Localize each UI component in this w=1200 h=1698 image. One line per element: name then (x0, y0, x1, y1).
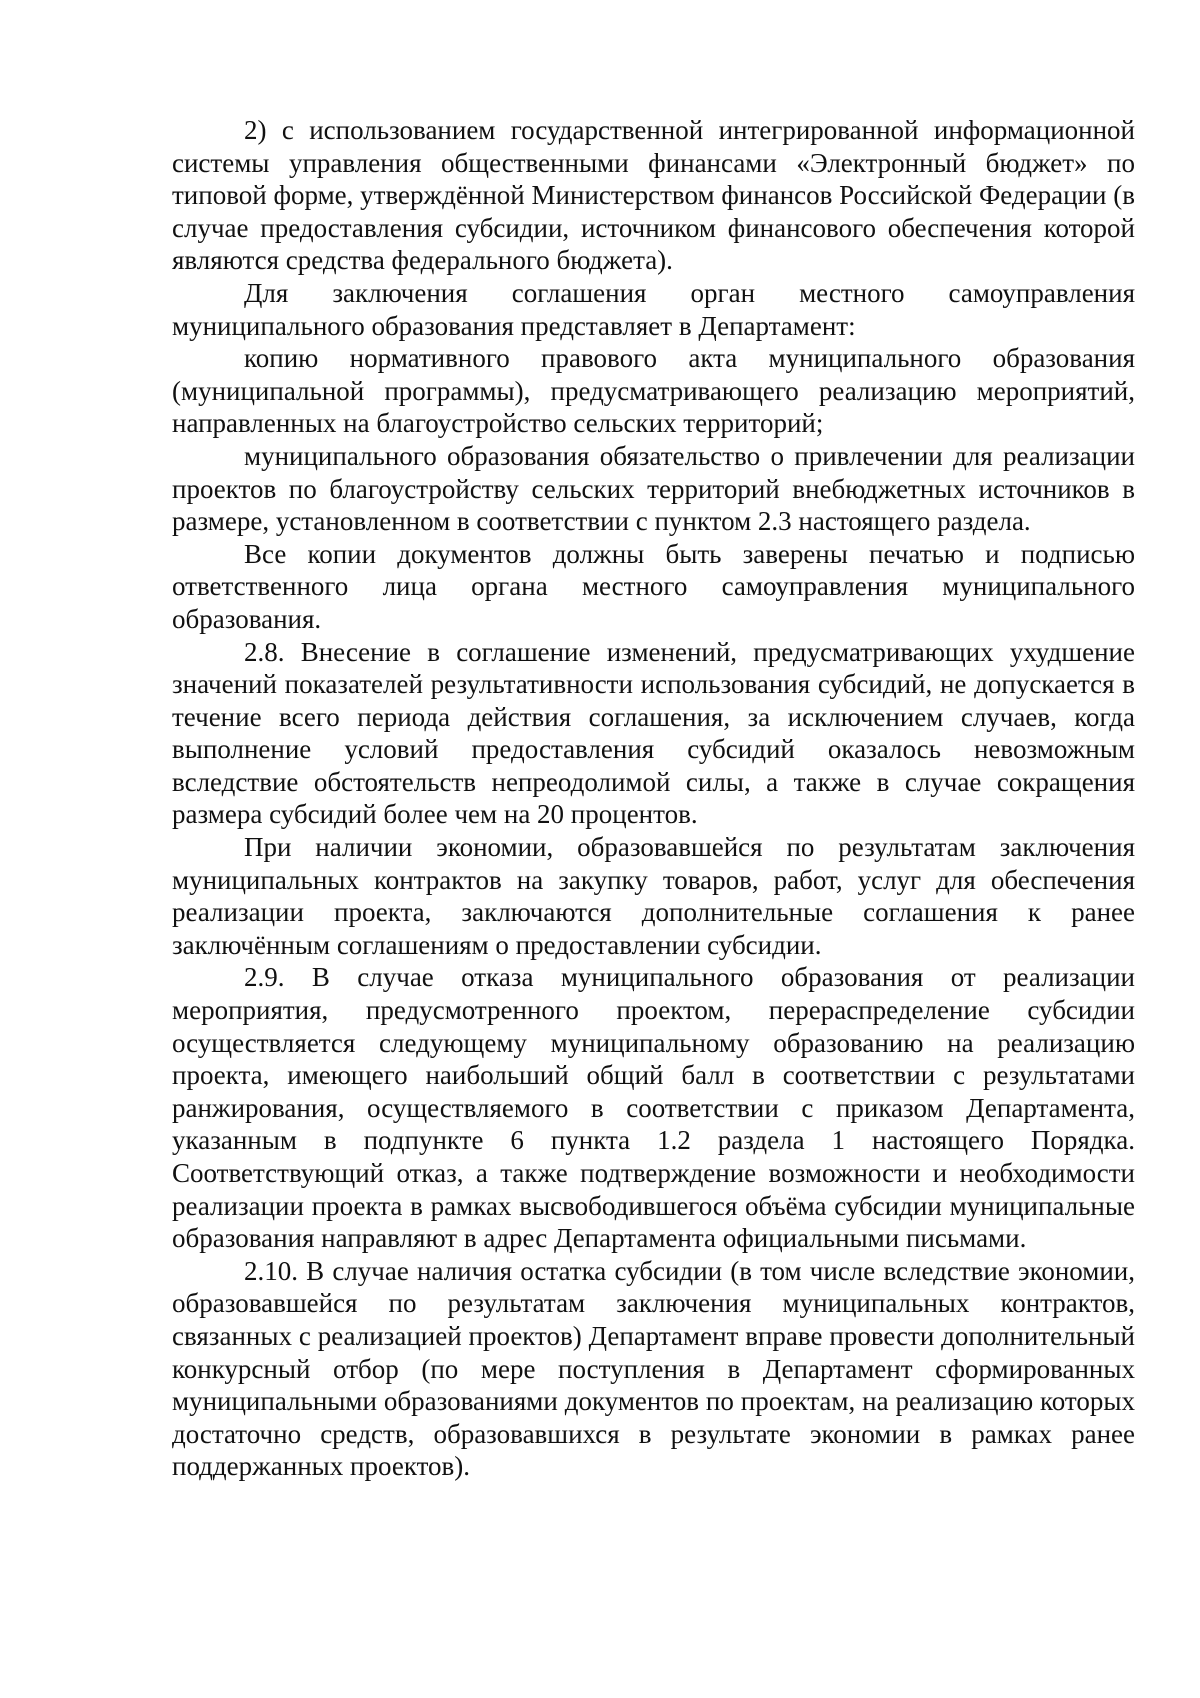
paragraph-savings-agreements: При наличии экономии, образовавшейся по результатам заключения муниципальных контрактов на закупку товаров, работ, услуг для обеспечения реализации проекта, заключаются дополнительные соглашения к ранее заключённым соглашениям о предоставлении субсидии. (172, 832, 1135, 960)
document-page (172, 114, 1135, 1483)
paragraph-section-2-10: 2.10. В случае наличия остатка субсидии (в том числе вследствие экономии, образовавшейся по результатам заключения муниципальных контрактов, связанных с реализацией проектов) Департамент вправе провести дополнительный конкурсный отбор (по мере поступления в Департамент сформированных муниципальными образованиями документов по проектам, на реализацию которых достаточно средств, образовавшихся в результате экономии в рамках ранее поддержанных проектов). (172, 1255, 1135, 1482)
paragraph-item-2-electronic-budget: 2) с использованием государственной интегрированной информационной системы управления общественными финансами «Электронный бюджет» по типовой форме, утверждённой Министерством финансов Российской Федерации (в случае предоставления субсидии, источником финансового обеспечения которой являются средства федерального бюджета). (172, 115, 1135, 276)
paragraph-normative-act-copy: копию нормативного правового акта муниципального образования (муниципальной программы), предусматривающего реализацию мероприятий, направленных на благоустройство сельских территорий; (172, 343, 1135, 439)
paragraph-extrabudgetary-obligation: муниципального образования обязательство о привлечении для реализации проектов по благоустройству сельских территорий внебюджетных источников в размере, установленном в соответствии с пунктом 2.3 настоящего раздела. (172, 440, 1135, 537)
paragraph-document-certification: Все копии документов должны быть заверены печатью и подписью ответственного лица органа местного самоуправления муниципального образования. (172, 538, 1135, 634)
paragraph-section-2-9: 2.9. В случае отказа муниципального образования от реализации мероприятия, предусмотренного проектом, перераспределение субсидии осуществляется следующему муниципальному образованию на реализацию проекта, имеющего наибольший общий балл в соответствии с результатами ранжирования, осуществляемого в соответствии с приказом Департамента, указанным в подпункте 6 пункта 1.2 раздела 1 настоящего Порядка. Соответствующий отказ, а также подтверждение возможности и необходимости реализации проекта в рамках высвободившегося объёма субсидии муниципальные образования направляют в адрес Департамента официальными письмами. (172, 962, 1135, 1254)
paragraph-section-2-8: 2.8. Внесение в соглашение изменений, предусматривающих ухудшение значений показателей результативности использования субсидий, не допускается в течение всего периода действия соглашения, за исключением случаев, когда выполнение условий предоставления субсидий оказалось невозможным вследствие обстоятельств непреодолимой силы, а также в случае сокращения размера субсидий более чем на 20 процентов. (172, 636, 1135, 830)
paragraph-agreement-conclusion: Для заключения соглашения орган местного самоуправления муниципального образования представляет в Департамент: (172, 277, 1135, 341)
